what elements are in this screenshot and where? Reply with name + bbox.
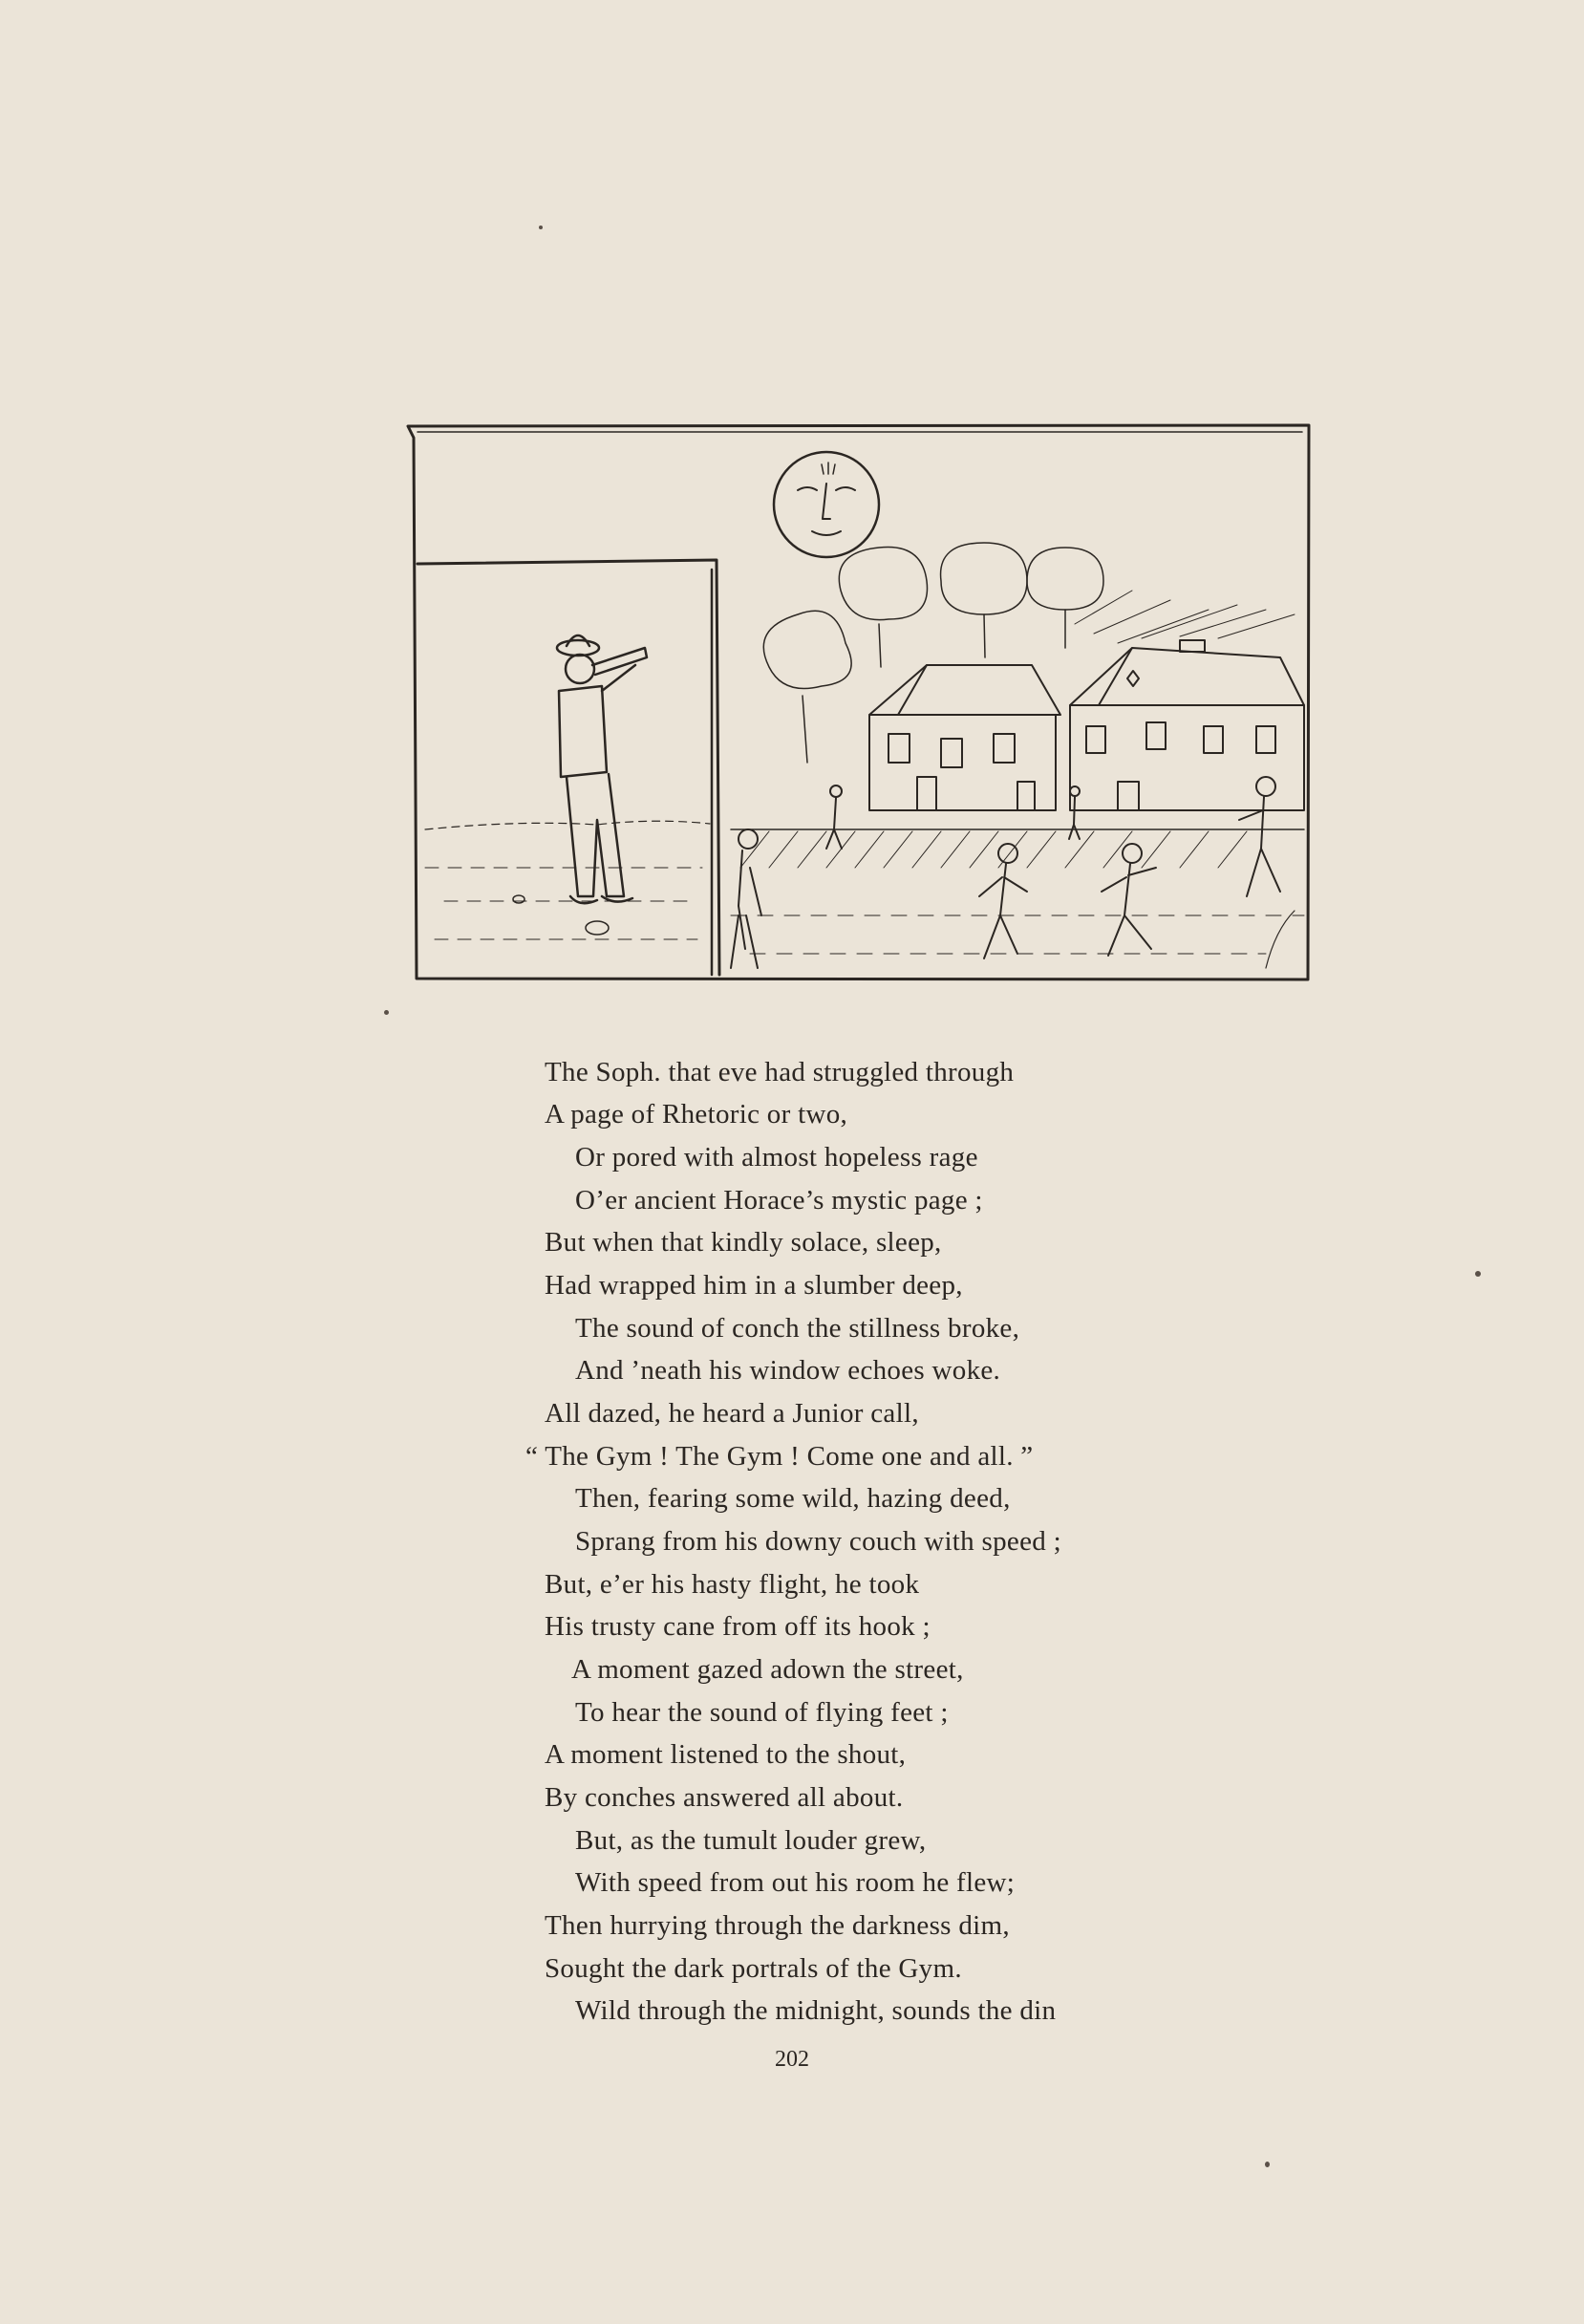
poem-line: To hear the sound of flying feet ; xyxy=(575,1697,949,1728)
poem-line: The sound of conch the stillness broke, xyxy=(575,1313,1020,1344)
poem-line: Then, fearing some wild, hazing deed, xyxy=(575,1483,1011,1514)
poem-line: O’er ancient Horace’s mystic page ; xyxy=(575,1185,983,1216)
poem-line: Sprang from his downy couch with speed ; xyxy=(575,1526,1061,1557)
poem-line: But when that kindly solace, sleep, xyxy=(545,1227,942,1258)
paper-speck xyxy=(1475,1271,1481,1277)
poem-line: The Soph. that eve had struggled through xyxy=(545,1057,1015,1087)
poem-line: Wild through the midnight, sounds the din xyxy=(575,1995,1057,2026)
horn-blower-figure-icon xyxy=(557,635,647,903)
poem-line: Then hurrying through the darkness dim, xyxy=(545,1910,1010,1941)
poem-line: “ The Gym ! The Gym ! Come one and all. ” xyxy=(525,1441,1034,1472)
poem-line: All dazed, he heard a Junior call, xyxy=(545,1398,919,1429)
paper-speck xyxy=(539,226,543,229)
poem-line: A page of Rhetoric or two, xyxy=(545,1099,848,1130)
paper-speck xyxy=(1265,2162,1270,2167)
poem-line: By conches answered all about. xyxy=(545,1782,904,1813)
running-students-icon xyxy=(731,777,1280,968)
poem-line: A moment listened to the shout, xyxy=(545,1739,907,1770)
woodcut-illustration xyxy=(406,419,1314,982)
poem-line: His trusty cane from off its hook ; xyxy=(545,1611,931,1642)
campus-buildings-icon xyxy=(869,640,1304,810)
paper-speck xyxy=(384,1010,389,1015)
poem-line: But, as the tumult louder grew, xyxy=(575,1825,927,1856)
moon-face-icon xyxy=(774,452,879,557)
page-number: 202 xyxy=(775,2047,809,2072)
poem-line: A moment gazed adown the street, xyxy=(571,1654,964,1685)
poem-line: Or pored with almost hopeless rage xyxy=(575,1142,978,1173)
poem-line: With speed from out his room he flew; xyxy=(575,1867,1016,1898)
trees-icon xyxy=(763,543,1103,763)
poem-line: And ’neath his window echoes woke. xyxy=(575,1355,1001,1386)
poem-line: Sought the dark portrals of the Gym. xyxy=(545,1953,962,1984)
poem-line: Had wrapped him in a slumber deep, xyxy=(545,1270,963,1301)
poem-line: But, e’er his hasty flight, he took xyxy=(545,1569,920,1600)
